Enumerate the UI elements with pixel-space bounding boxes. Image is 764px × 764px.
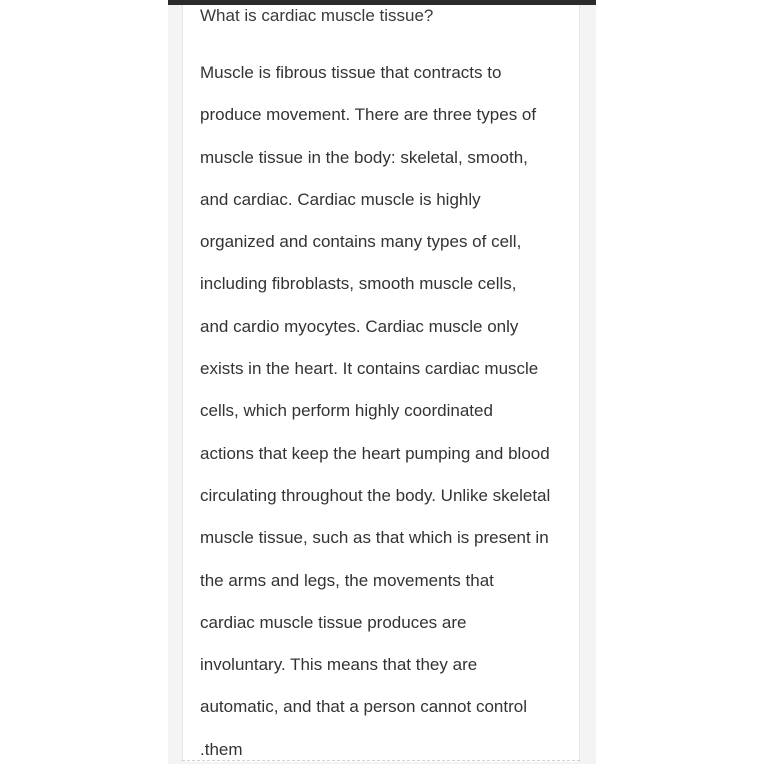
question-heading: What is cardiac muscle tissue? [200, 6, 434, 25]
answer-line: exists in the heart. It contains cardiac muscle [200, 359, 539, 379]
answer-line: .them [200, 739, 243, 759]
answer-line: involuntary. This means that they are [200, 655, 478, 675]
answer-card [182, 5, 580, 762]
answer-line: circulating throughout the body. Unlike skeletal [200, 485, 551, 505]
answer-line: automatic, and that a person cannot control [200, 697, 527, 717]
answer-line: and cardiac. Cardiac muscle is highly [200, 189, 481, 209]
phone-screen [168, 0, 596, 764]
answer-line: actions that keep the heart pumping and blood [200, 443, 550, 463]
answer-line: including fibroblasts, smooth muscle cells, [200, 274, 517, 294]
answer-line: muscle tissue in the body: skeletal, smooth, [200, 147, 528, 167]
answer-line: organized and contains many types of cell, [200, 232, 522, 252]
answer-line: produce movement. There are three types of [200, 105, 537, 125]
answer-line: cells, which perform highly coordinated [200, 401, 493, 421]
answer-line: Muscle is fibrous tissue that contracts to [200, 63, 502, 82]
answer-line: cardiac muscle tissue produces are [200, 612, 467, 632]
answer-text [200, 52, 572, 764]
card-bottom-divider [182, 760, 580, 761]
answer-line: and cardio myocytes. Cardiac muscle only [200, 316, 519, 336]
answer-line: the arms and legs, the movements that [200, 570, 494, 590]
answer-line: muscle tissue, such as that which is present in [200, 528, 549, 548]
